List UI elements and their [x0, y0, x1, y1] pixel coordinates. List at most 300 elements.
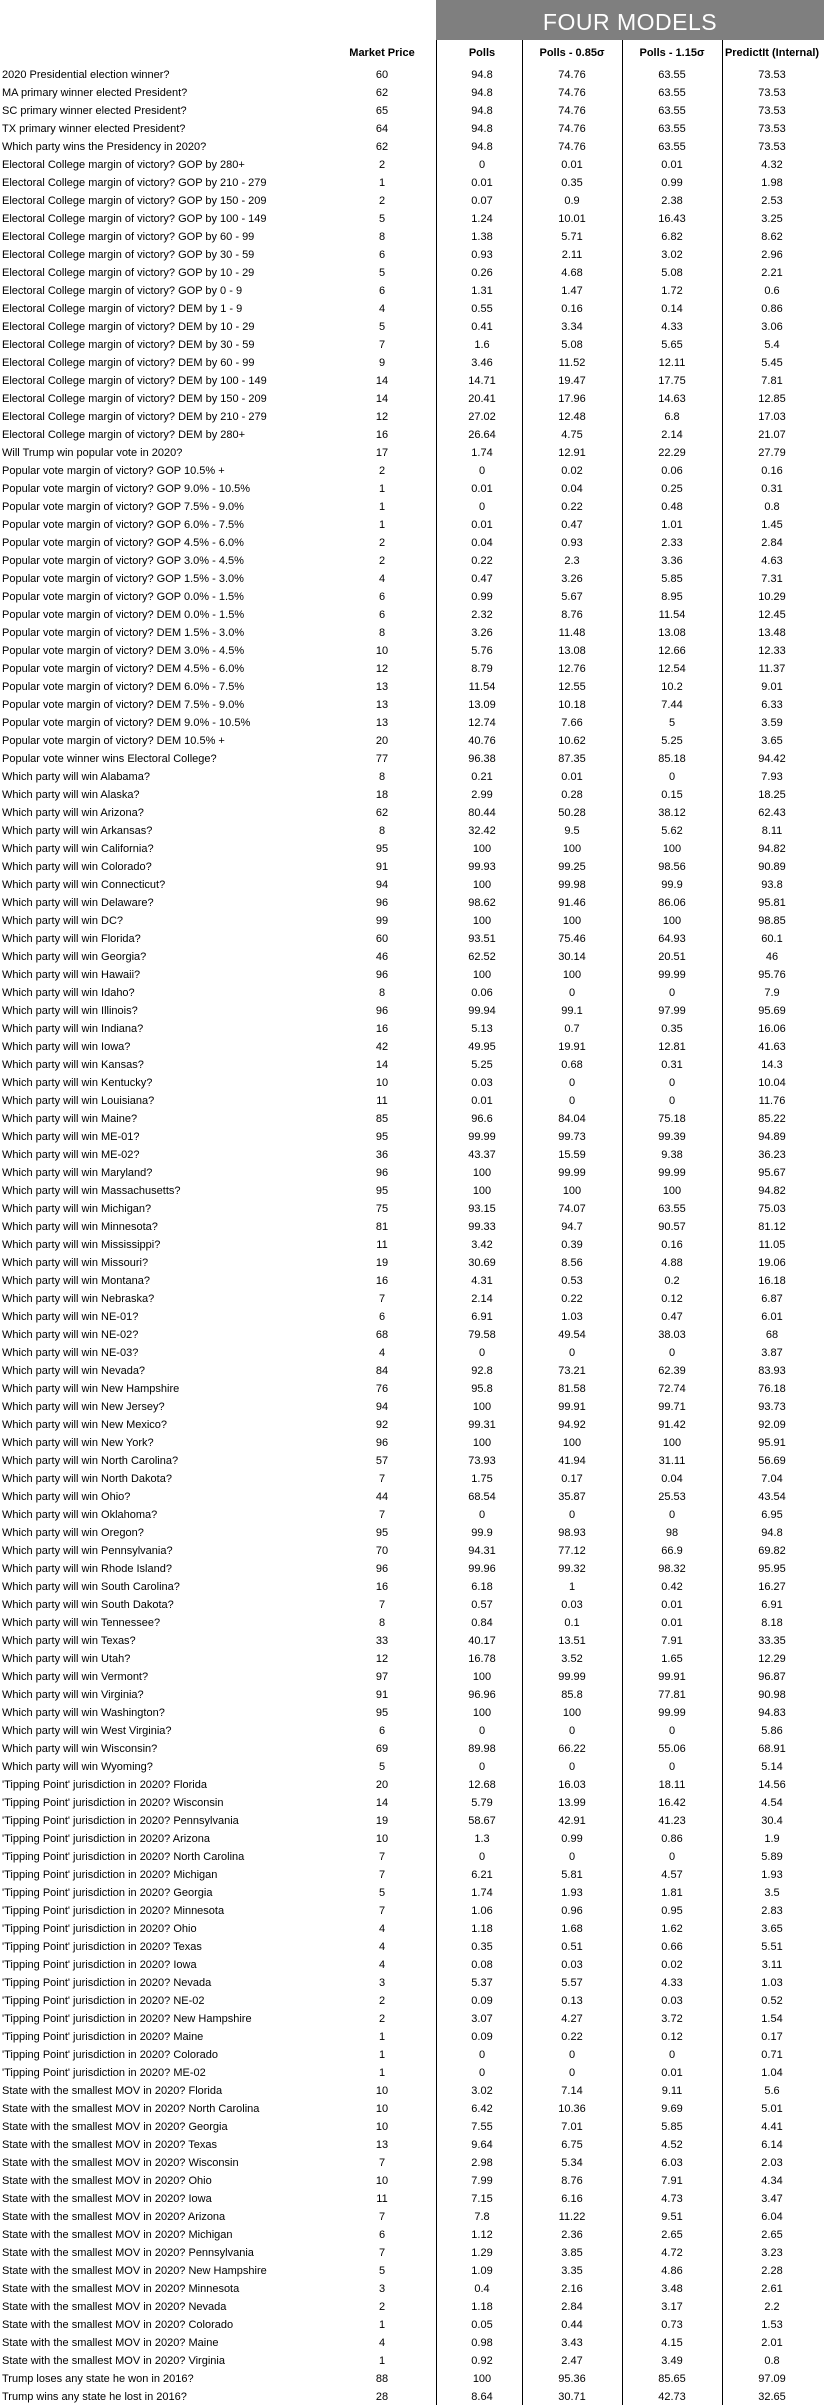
market-price-cell: 10	[375, 1833, 389, 1845]
question-cell: Which party will win South Dakota?	[2, 1599, 174, 1611]
question-cell: Which party will win Arizona?	[2, 807, 144, 819]
polls-115-cell: 99.99	[658, 1167, 686, 1179]
table-row	[0, 2010, 824, 2028]
market-price-cell: 11	[376, 2193, 388, 2205]
question-cell: Electoral College margin of victory? DEM by 100 - 149	[2, 375, 267, 387]
table-row	[0, 1542, 824, 1560]
market-price-cell: 76	[375, 1383, 389, 1395]
polls-085-cell: 85.8	[561, 1689, 583, 1701]
table-row	[0, 1740, 824, 1758]
polls-cell: 1.74	[471, 1887, 493, 1899]
polls-115-cell: 91.42	[658, 1419, 686, 1431]
market-price-cell: 96	[375, 1005, 389, 1017]
polls-cell: 80.44	[468, 807, 496, 819]
polls-085-cell: 75.46	[558, 933, 586, 945]
predictit-cell: 95.67	[758, 1167, 786, 1179]
four-models-banner: FOUR MODELS	[436, 0, 824, 40]
polls-cell: 6.42	[471, 2103, 493, 2115]
table-row	[0, 2316, 824, 2334]
table-row	[0, 1848, 824, 1866]
data-table-body	[0, 66, 824, 2406]
polls-cell: 40.17	[468, 1635, 496, 1647]
market-price-cell: 20	[375, 1779, 389, 1791]
polls-cell: 12.68	[468, 1779, 496, 1791]
question-cell: Electoral College margin of victory? GOP by 150 - 209	[2, 195, 267, 207]
polls-115-cell: 0	[668, 771, 676, 783]
question-cell: Popular vote margin of victory? DEM 0.0% - 1.5%	[2, 609, 245, 621]
market-price-cell: 7	[378, 1599, 386, 1611]
question-cell: Which party will win New York?	[2, 1437, 154, 1449]
question-cell: Electoral College margin of victory? DEM by 30 - 59	[2, 339, 255, 351]
polls-085-cell: 0.39	[561, 1239, 583, 1251]
question-cell: State with the smallest MOV in 2020? Colorado	[2, 2319, 234, 2331]
table-row	[0, 2046, 824, 2064]
polls-115-cell: 16.42	[658, 1797, 686, 1809]
header-polls: Polls	[468, 47, 496, 59]
polls-cell: 100	[472, 1167, 492, 1179]
polls-115-cell: 0.95	[661, 1905, 683, 1917]
table-row	[0, 264, 824, 282]
polls-cell: 0.99	[471, 591, 493, 603]
polls-cell: 0.41	[471, 321, 493, 333]
polls-115-cell: 0.47	[661, 1311, 683, 1323]
polls-085-cell: 100	[562, 969, 582, 981]
market-price-cell: 7	[378, 1905, 386, 1917]
table-row	[0, 1704, 824, 1722]
polls-115-cell: 12.66	[658, 645, 686, 657]
table-row	[0, 2028, 824, 2046]
predictit-cell: 7.93	[761, 771, 783, 783]
table-row	[0, 156, 824, 174]
table-row	[0, 1272, 824, 1290]
polls-115-cell: 0.12	[661, 1293, 683, 1305]
table-row	[0, 1200, 824, 1218]
predictit-cell: 60.1	[761, 933, 783, 945]
table-row	[0, 1614, 824, 1632]
question-cell: State with the smallest MOV in 2020? Virginia	[2, 2355, 225, 2367]
polls-115-cell: 8.95	[661, 591, 683, 603]
predictit-cell: 3.59	[761, 717, 783, 729]
predictit-cell: 0.6	[764, 285, 780, 297]
polls-115-cell: 7.91	[661, 2175, 683, 2187]
polls-cell: 11.54	[468, 681, 496, 693]
question-cell: State with the smallest MOV in 2020? Michigan	[2, 2229, 233, 2241]
predictit-cell: 11.37	[758, 663, 786, 675]
polls-115-cell: 66.9	[661, 1545, 683, 1557]
polls-085-cell: 91.46	[558, 897, 586, 909]
polls-115-cell: 12.54	[658, 663, 686, 675]
table-row	[0, 1632, 824, 1650]
polls-115-cell: 9.51	[661, 2211, 683, 2223]
predictit-cell: 27.79	[758, 447, 786, 459]
predictit-cell: 5.89	[761, 1851, 783, 1863]
question-cell: Popular vote margin of victory? DEM 9.0% - 10.5%	[2, 717, 251, 729]
question-cell: Which party will win Massachusetts?	[2, 1185, 181, 1197]
polls-085-cell: 7.01	[561, 2121, 583, 2133]
polls-085-cell: 3.85	[561, 2247, 583, 2259]
question-cell: 'Tipping Point' jurisdiction in 2020? Iowa	[2, 1959, 197, 1971]
table-row	[0, 930, 824, 948]
predictit-cell: 18.25	[758, 789, 786, 801]
market-price-cell: 4	[378, 573, 386, 585]
polls-cell: 100	[472, 1707, 492, 1719]
polls-cell: 1.6	[474, 339, 490, 351]
market-price-cell: 70	[375, 1545, 389, 1557]
table-row	[0, 1380, 824, 1398]
market-price-cell: 95	[375, 1185, 389, 1197]
polls-085-cell: 0.9	[564, 195, 580, 207]
polls-cell: 1.3	[474, 1833, 490, 1845]
question-cell: 'Tipping Point' jurisdiction in 2020? Florida	[2, 1779, 207, 1791]
market-price-cell: 18	[375, 789, 389, 801]
predictit-cell: 83.93	[758, 1365, 786, 1377]
polls-085-cell: 5.34	[561, 2157, 583, 2169]
table-row	[0, 2334, 824, 2352]
polls-085-cell: 4.75	[561, 429, 583, 441]
market-price-cell: 81	[375, 1221, 389, 1233]
question-cell: Which party will win Florida?	[2, 933, 141, 945]
polls-115-cell: 7.44	[661, 699, 683, 711]
predictit-cell: 94.8	[761, 1527, 783, 1539]
polls-115-cell: 86.06	[658, 897, 686, 909]
predictit-cell: 94.83	[758, 1707, 786, 1719]
question-cell: State with the smallest MOV in 2020? Maine	[2, 2337, 219, 2349]
table-row	[0, 174, 824, 192]
table-row	[0, 1776, 824, 1794]
polls-085-cell: 0.47	[561, 519, 583, 531]
question-cell: Which party will win ME-01?	[2, 1131, 140, 1143]
market-price-cell: 68	[375, 1329, 389, 1341]
predictit-cell: 1.54	[761, 2013, 783, 2025]
market-price-cell: 14	[375, 1797, 389, 1809]
market-price-cell: 5	[378, 213, 386, 225]
predictit-cell: 68.91	[758, 1743, 786, 1755]
polls-cell: 0.22	[471, 555, 493, 567]
predictit-cell: 1.45	[761, 519, 783, 531]
table-row	[0, 786, 824, 804]
polls-085-cell: 11.22	[558, 2211, 586, 2223]
polls-085-cell: 5.57	[561, 1977, 583, 1989]
polls-cell: 0.07	[471, 195, 493, 207]
question-cell: Which party will win West Virginia?	[2, 1725, 172, 1737]
polls-115-cell: 90.57	[658, 1221, 686, 1233]
market-price-cell: 62	[375, 87, 389, 99]
predictit-cell: 17.03	[758, 411, 786, 423]
polls-cell: 79.58	[468, 1329, 496, 1341]
table-row	[0, 966, 824, 984]
table-row	[0, 2370, 824, 2388]
polls-cell: 3.07	[471, 2013, 493, 2025]
table-row	[0, 1524, 824, 1542]
polls-cell: 9.64	[471, 2139, 493, 2151]
predictit-cell: 95.69	[758, 1005, 786, 1017]
polls-115-cell: 12.81	[658, 1041, 686, 1053]
market-price-cell: 95	[375, 1131, 389, 1143]
polls-085-cell: 0	[568, 1761, 576, 1773]
polls-115-cell: 99.91	[658, 1671, 686, 1683]
polls-085-cell: 10.62	[558, 735, 586, 747]
polls-115-cell: 4.15	[661, 2337, 683, 2349]
question-cell: Which party will win ME-02?	[2, 1149, 140, 1161]
predictit-cell: 8.18	[761, 1617, 783, 1629]
table-row	[0, 696, 824, 714]
predictit-cell: 7.31	[761, 573, 783, 585]
predictit-cell: 90.89	[758, 861, 786, 873]
question-cell: State with the smallest MOV in 2020? Ohio	[2, 2175, 212, 2187]
polls-cell: 99.9	[471, 1527, 493, 1539]
table-row	[0, 300, 824, 318]
question-cell: Which party will win New Hampshire	[2, 1383, 180, 1395]
polls-085-cell: 3.34	[561, 321, 583, 333]
polls-cell: 0.84	[471, 1617, 493, 1629]
question-cell: Which party will win North Carolina?	[2, 1455, 179, 1467]
question-cell: Which party will win Kentucky?	[2, 1077, 153, 1089]
polls-115-cell: 0.01	[661, 159, 683, 171]
polls-cell: 0	[478, 1509, 486, 1521]
table-row	[0, 1074, 824, 1092]
polls-085-cell: 0.35	[561, 177, 583, 189]
predictit-cell: 30.4	[761, 1815, 783, 1827]
polls-cell: 99.96	[468, 1563, 496, 1575]
polls-cell: 0.35	[471, 1941, 493, 1953]
market-price-cell: 7	[378, 1509, 386, 1521]
question-cell: Popular vote margin of victory? DEM 4.5% - 6.0%	[2, 663, 245, 675]
market-price-cell: 16	[375, 1275, 389, 1287]
question-cell: 'Tipping Point' jurisdiction in 2020? Arizona	[2, 1833, 211, 1845]
polls-cell: 99.99	[468, 1131, 496, 1143]
polls-085-cell: 0.04	[561, 483, 583, 495]
market-price-cell: 13	[375, 681, 389, 693]
table-row	[0, 912, 824, 930]
market-price-cell: 16	[375, 1023, 389, 1035]
question-cell: 'Tipping Point' jurisdiction in 2020? North Carolina	[2, 1851, 245, 1863]
polls-cell: 1.75	[471, 1473, 493, 1485]
question-cell: Which party will win Nebraska?	[2, 1293, 155, 1305]
predictit-cell: 11.05	[758, 1239, 786, 1251]
polls-115-cell: 0	[668, 2049, 676, 2061]
predictit-cell: 73.53	[758, 105, 786, 117]
polls-085-cell: 2.36	[561, 2229, 583, 2241]
market-price-cell: 4	[378, 1941, 386, 1953]
polls-085-cell: 0.13	[561, 1995, 583, 2007]
polls-115-cell: 0.73	[661, 2319, 683, 2331]
polls-115-cell: 0.16	[661, 1239, 683, 1251]
polls-085-cell: 2.84	[561, 2301, 583, 2313]
polls-085-cell: 74.07	[558, 1203, 586, 1215]
polls-085-cell: 8.76	[561, 609, 583, 621]
market-price-cell: 12	[375, 411, 389, 423]
question-cell: Which party will win Missouri?	[2, 1257, 149, 1269]
polls-115-cell: 63.55	[658, 105, 686, 117]
table-row	[0, 102, 824, 120]
polls-115-cell: 55.06	[658, 1743, 686, 1755]
polls-115-cell: 22.29	[658, 447, 686, 459]
polls-cell: 6.91	[471, 1311, 493, 1323]
predictit-cell: 95.81	[758, 897, 786, 909]
table-row	[0, 984, 824, 1002]
market-price-cell: 1	[378, 2049, 386, 2061]
table-row	[0, 1362, 824, 1380]
market-price-cell: 92	[375, 1419, 389, 1431]
question-cell: TX primary winner elected President?	[2, 123, 186, 135]
question-cell: 'Tipping Point' jurisdiction in 2020? Georgia	[2, 1887, 213, 1899]
polls-115-cell: 5.62	[661, 825, 683, 837]
polls-115-cell: 62.39	[658, 1365, 686, 1377]
question-cell: 'Tipping Point' jurisdiction in 2020? ME-02	[2, 2067, 206, 2079]
table-row	[0, 768, 824, 786]
polls-085-cell: 0	[568, 1851, 576, 1863]
predictit-cell: 2.03	[761, 2157, 783, 2169]
market-price-cell: 8	[378, 1617, 386, 1629]
polls-085-cell: 74.76	[558, 69, 586, 81]
polls-085-cell: 0	[568, 1347, 576, 1359]
predictit-cell: 2.84	[761, 537, 783, 549]
polls-085-cell: 35.87	[558, 1491, 586, 1503]
market-price-cell: 13	[375, 717, 389, 729]
predictit-cell: 95.76	[758, 969, 786, 981]
polls-cell: 0.04	[471, 537, 493, 549]
polls-cell: 99.33	[468, 1221, 496, 1233]
polls-cell: 32.42	[468, 825, 496, 837]
polls-115-cell: 5.85	[661, 2121, 683, 2133]
polls-cell: 58.67	[468, 1815, 496, 1827]
polls-cell: 1.18	[471, 2301, 493, 2313]
polls-085-cell: 0.99	[561, 1833, 583, 1845]
header-polls-115: Polls - 1.15σ	[639, 47, 705, 59]
polls-085-cell: 42.91	[558, 1815, 586, 1827]
table-row	[0, 1182, 824, 1200]
polls-115-cell: 12.11	[658, 357, 686, 369]
question-cell: 'Tipping Point' jurisdiction in 2020? Wisconsin	[2, 1797, 224, 1809]
predictit-cell: 6.04	[761, 2211, 783, 2223]
predictit-cell: 3.23	[761, 2247, 783, 2259]
polls-cell: 100	[472, 1437, 492, 1449]
table-row	[0, 2190, 824, 2208]
polls-cell: 62.52	[468, 951, 496, 963]
predictit-cell: 5.45	[761, 357, 783, 369]
table-row	[0, 1974, 824, 1992]
polls-085-cell: 98.93	[558, 1527, 586, 1539]
question-cell: Electoral College margin of victory? GOP by 30 - 59	[2, 249, 255, 261]
polls-cell: 6.21	[471, 1869, 493, 1881]
question-cell: Popular vote margin of victory? GOP 0.0% - 1.5%	[2, 591, 244, 603]
question-cell: SC primary winner elected President?	[2, 105, 187, 117]
polls-085-cell: 74.76	[558, 105, 586, 117]
predictit-cell: 96.87	[758, 1671, 786, 1683]
polls-cell: 68.54	[468, 1491, 496, 1503]
polls-cell: 49.95	[468, 1041, 496, 1053]
polls-cell: 94.8	[471, 69, 493, 81]
question-cell: 'Tipping Point' jurisdiction in 2020? Ohio	[2, 1923, 197, 1935]
polls-cell: 30.69	[468, 1257, 496, 1269]
market-price-cell: 88	[375, 2373, 389, 2385]
question-cell: Popular vote margin of victory? DEM 3.0% - 4.5%	[2, 645, 245, 657]
polls-085-cell: 0.53	[561, 1275, 583, 1287]
market-price-cell: 7	[378, 2157, 386, 2169]
polls-115-cell: 0.48	[661, 501, 683, 513]
question-cell: Electoral College margin of victory? DEM by 150 - 209	[2, 393, 267, 405]
predictit-cell: 12.45	[758, 609, 786, 621]
question-cell: Which party will win Kansas?	[2, 1059, 144, 1071]
table-row	[0, 1488, 824, 1506]
table-row	[0, 1920, 824, 1938]
table-row	[0, 390, 824, 408]
predictit-cell: 11.76	[758, 1095, 786, 1107]
market-price-cell: 85	[375, 1113, 389, 1125]
polls-115-cell: 5.08	[661, 267, 683, 279]
market-price-cell: 13	[375, 699, 389, 711]
question-cell: Electoral College margin of victory? GOP by 100 - 149	[2, 213, 267, 225]
predictit-cell: 56.69	[758, 1455, 786, 1467]
polls-115-cell: 41.23	[658, 1815, 686, 1827]
polls-115-cell: 9.38	[661, 1149, 683, 1161]
predictit-cell: 16.18	[758, 1275, 786, 1287]
question-cell: Electoral College margin of victory? GOP by 0 - 9	[2, 285, 243, 297]
polls-cell: 7.15	[471, 2193, 493, 2205]
table-row	[0, 822, 824, 840]
predictit-cell: 2.2	[764, 2301, 780, 2313]
polls-115-cell: 0.01	[661, 1617, 683, 1629]
polls-115-cell: 1.65	[661, 1653, 683, 1665]
polls-085-cell: 4.27	[561, 2013, 583, 2025]
predictit-cell: 93.8	[761, 879, 783, 891]
polls-115-cell: 99.99	[658, 969, 686, 981]
market-price-cell: 1	[378, 2319, 386, 2331]
market-price-cell: 99	[375, 915, 389, 927]
table-row	[0, 1092, 824, 1110]
predictit-cell: 93.73	[758, 1401, 786, 1413]
table-row	[0, 480, 824, 498]
table-row	[0, 1902, 824, 1920]
predictit-cell: 6.91	[761, 1599, 783, 1611]
polls-085-cell: 2.47	[561, 2355, 583, 2367]
polls-cell: 2.14	[471, 1293, 493, 1305]
predictit-cell: 6.14	[761, 2139, 783, 2151]
predictit-cell: 73.53	[758, 69, 786, 81]
polls-115-cell: 100	[662, 1437, 682, 1449]
polls-085-cell: 100	[562, 843, 582, 855]
question-cell: Which party will win Maine?	[2, 1113, 138, 1125]
market-price-cell: 96	[375, 1167, 389, 1179]
table-row	[0, 1992, 824, 2010]
polls-115-cell: 0.86	[661, 1833, 683, 1845]
predictit-cell: 1.9	[764, 1833, 780, 1845]
polls-cell: 6.18	[471, 1581, 493, 1593]
polls-085-cell: 5.08	[561, 339, 583, 351]
polls-085-cell: 12.91	[558, 447, 586, 459]
table-row	[0, 462, 824, 480]
question-cell: Which party will win Pennsylvania?	[2, 1545, 173, 1557]
header-market-price: Market Price	[349, 47, 415, 59]
predictit-cell: 41.63	[758, 1041, 786, 1053]
predictit-cell: 16.06	[758, 1023, 786, 1035]
polls-cell: 27.02	[468, 411, 496, 423]
question-cell: State with the smallest MOV in 2020? Nevada	[2, 2301, 227, 2313]
polls-115-cell: 0	[668, 1509, 676, 1521]
question-cell: Which party will win Tennessee?	[2, 1617, 161, 1629]
market-price-cell: 2	[378, 2301, 386, 2313]
market-price-cell: 2	[378, 159, 386, 171]
market-price-cell: 28	[375, 2391, 389, 2403]
predictit-cell: 0.86	[761, 303, 783, 315]
polls-085-cell: 100	[562, 1437, 582, 1449]
polls-115-cell: 100	[662, 915, 682, 927]
market-price-cell: 3	[378, 1977, 386, 1989]
market-price-cell: 17	[375, 447, 389, 459]
table-row	[0, 1002, 824, 1020]
predictit-cell: 2.65	[761, 2229, 783, 2241]
market-price-cell: 6	[378, 249, 386, 261]
